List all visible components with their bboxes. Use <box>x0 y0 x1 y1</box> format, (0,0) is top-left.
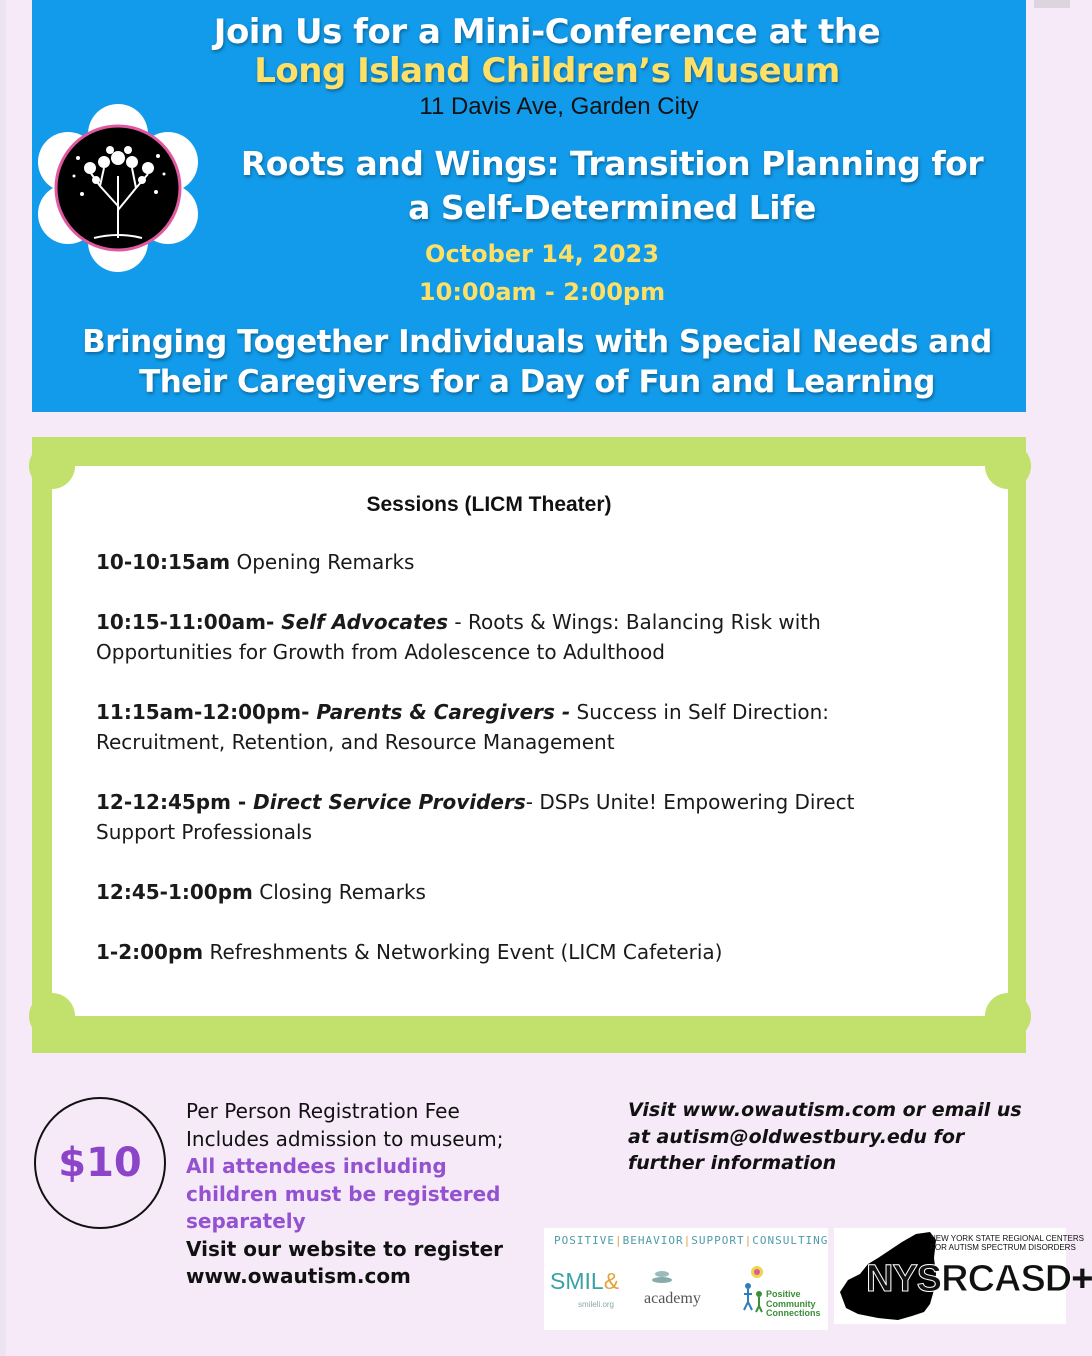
fee-line: Per Person Registration Fee <box>186 1099 460 1123</box>
registration-info <box>186 1098 566 1291</box>
price-badge <box>34 1097 166 1229</box>
registration-note: separately <box>186 1209 306 1233</box>
session-description: Refreshments & Networking Event (LICM Cafeteria) <box>203 940 723 964</box>
tagline-line1: Bringing Together Individuals with Special Needs and <box>82 324 992 360</box>
tree-logo-icon <box>38 106 198 270</box>
register-link[interactable]: www.owautism.com <box>186 1264 411 1288</box>
session-description: DSPs Unite! Empowering Direct Support Professionals <box>96 790 855 844</box>
event-date: October 14, 2023 <box>425 240 659 268</box>
contact-line[interactable]: at autism@oldwestbury.edu for <box>628 1125 965 1148</box>
contact-info <box>628 1097 1048 1177</box>
contact-line: further information <box>628 1152 837 1174</box>
session-item <box>96 877 916 907</box>
nys-acronym <box>866 1258 1092 1301</box>
contact-line[interactable]: Visit www.owautism.com or email us <box>628 1099 1022 1121</box>
tagline-line2: Their Caregivers for a Day of Fun and Learning <box>139 364 935 400</box>
museum-name: Long Island Children’s Museum <box>254 51 840 91</box>
session-item <box>96 787 916 847</box>
pbs-word: POSITIVE <box>554 1234 615 1247</box>
pcc-line: Positive <box>766 1289 801 1299</box>
intro-heading: Join Us for a Mini-Conference at the <box>213 12 881 52</box>
sponsor-logos <box>544 1228 828 1330</box>
pbs-word: SUPPORT <box>691 1234 745 1247</box>
session-audience: Parents & Caregivers - <box>309 700 571 724</box>
pbs-word: CONSULTING <box>752 1234 829 1247</box>
session-item <box>96 937 916 967</box>
session-item <box>96 697 916 757</box>
session-description: Closing Remarks <box>252 880 426 904</box>
session-time: 10:15-11:00am- <box>96 610 275 634</box>
session-time: 1-2:00pm <box>96 940 204 964</box>
event-title-line1: Roots and Wings: Transition Planning for <box>240 144 984 183</box>
session-audience: Self Advocates <box>274 610 449 634</box>
event-title <box>232 142 992 230</box>
session-separator: - <box>448 610 468 634</box>
smile-url: smileli.org <box>578 1300 615 1309</box>
session-item <box>96 547 916 577</box>
sessions-heading: Sessions (LICM Theater) <box>366 493 612 516</box>
event-time: 10:00am - 2:00pm <box>418 278 666 306</box>
session-description: Success in Self Direction: Recruitment, Retention, and Resource Management <box>96 700 830 754</box>
address: 11 Davis Ave, Garden City <box>419 93 699 120</box>
frame-corner <box>29 993 75 1039</box>
left-edge <box>0 0 6 1356</box>
session-time: 10-10:15am <box>96 550 231 574</box>
smile-logo: SMIL& <box>550 1268 620 1294</box>
fee-line: Includes admission to museum; <box>186 1126 504 1151</box>
price-value: $10 <box>58 1140 142 1186</box>
event-tagline <box>32 322 1042 402</box>
register-prompt: Visit our website to register <box>186 1236 504 1261</box>
frame-corner <box>985 443 1031 489</box>
pcc-line: Connections <box>766 1308 821 1318</box>
registration-note: All attendees including <box>186 1154 447 1178</box>
session-item <box>96 607 916 667</box>
frame-corner <box>985 993 1031 1039</box>
nys-subtitle <box>930 1234 1084 1252</box>
session-description: Roots & Wings: Balancing Risk with Opportunities for Growth from Adolescence to Adulthood <box>96 610 821 664</box>
community-figures-icon <box>740 1264 766 1314</box>
nys-acronym-text: NYSRCASD <box>866 1258 1072 1300</box>
pcc-line: Community <box>766 1298 816 1309</box>
frame-corner <box>29 443 75 489</box>
session-description: Opening Remarks <box>230 550 415 574</box>
session-time: 11:15am-12:00pm- <box>96 700 310 724</box>
pbs-word: BEHAVIOR <box>622 1234 684 1247</box>
nysrcasd-logo <box>834 1228 1092 1324</box>
session-time: 12:45-1:00pm <box>96 880 253 904</box>
event-title-line2: a Self-Determined Life <box>408 188 816 227</box>
pbs-logo: POSITIVE|BEHAVIOR|SUPPORT|CONSULTING <box>554 1234 829 1247</box>
session-separator: - <box>525 790 540 814</box>
nys-subtitle-line: FOR AUTISM SPECTRUM DISORDERS <box>930 1243 1076 1252</box>
smile-text: SMIL <box>550 1268 604 1294</box>
puzzle-plus-icon: + <box>1071 1258 1092 1300</box>
pcc-logo <box>766 1290 821 1319</box>
session-time: 12-12:45pm - <box>96 790 247 814</box>
nys-subtitle-line: NEW YORK STATE REGIONAL CENTERS <box>930 1234 1084 1243</box>
top-right-edge <box>1034 0 1070 8</box>
registration-note: children must be registered <box>186 1181 501 1206</box>
academy-icon <box>650 1268 674 1286</box>
academy-logo: academy <box>644 1290 701 1307</box>
session-audience: Direct Service Providers <box>246 790 526 814</box>
